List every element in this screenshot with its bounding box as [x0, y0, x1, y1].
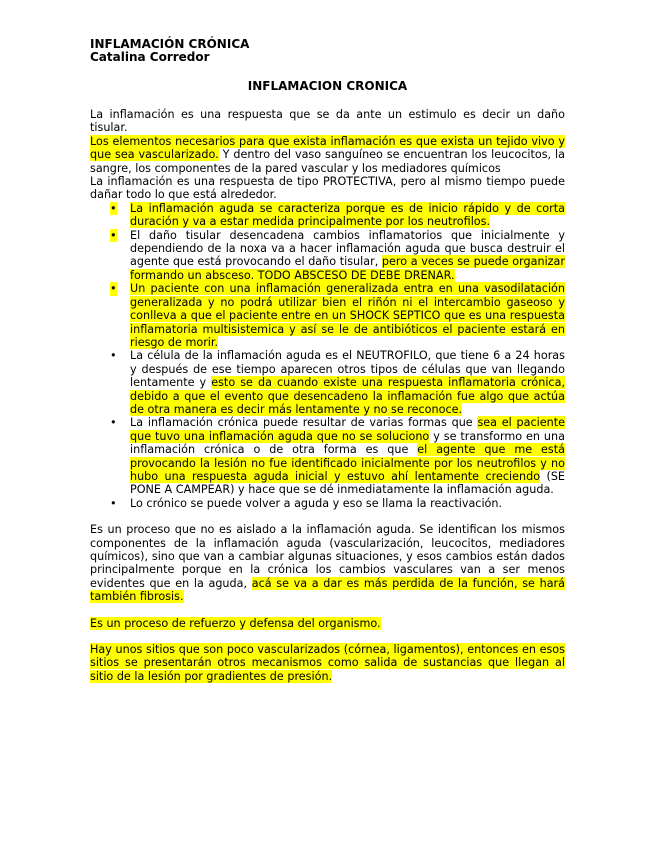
highlight-text: Un paciente con una inflamación generalizada entra en una vasodilatación generalizada y no podrá utilizar bien el riñón ni el intercambio gaseoso y conlleva a que el paciente entre en un SHOCK SEPTICO que es una respuesta inflamatoria multisistemica y así se le de antibióticos el paciente estará en riesgo de morir.: [130, 282, 565, 349]
list-item: [110, 201, 565, 229]
list-item: [110, 496, 565, 510]
highlight-text: Es un proceso de refuerzo y defensa del organismo.: [90, 616, 381, 630]
header-title: INFLAMACIÓN CRÓNICA: [90, 37, 250, 51]
list-item: [110, 349, 565, 416]
highlight-text: sea el paciente que tuvo una inflamación aguda que no se soluciono: [130, 416, 566, 443]
bullet-icon: •: [110, 201, 117, 215]
bullet-icon: •: [110, 228, 117, 242]
highlight-text: Los elementos necesarios para que exista inflamación es que exista un tejido vivo y que sea vascularizado.: [90, 134, 565, 162]
plain-text: La inflamación crónica puede resultar de varias formas que: [130, 416, 478, 430]
plain-text: Y dentro del vaso sanguíneo se encuentran los leucocitos, la sangre, los componentes de la pared vascular y los mediadores químicos: [90, 148, 565, 175]
list-item: [110, 416, 566, 497]
body-paragraph-1: [90, 523, 565, 603]
list-item: [110, 282, 565, 349]
highlight-text: pero a veces se puede organizar formando un absceso. TODO ABSCESO DE DEBE DRENAR.: [130, 255, 566, 282]
plain-text: La célula de la inflamación aguda es el NEUTROFILO, que tiene 6 a 24 horas y después de ese tiempo aparecen otros tipos de células que van llegando lentamente y: [130, 349, 565, 390]
bullet-icon: •: [110, 282, 117, 296]
highlight-text: acá se va a dar es más perdida de la función, se hará también fibrosis.: [90, 576, 566, 604]
bullet-icon: •: [110, 349, 117, 363]
bullet-icon: •: [110, 496, 117, 510]
plain-text: Lo crónico se puede volver a aguda y eso se llama la reactivación.: [130, 496, 503, 510]
body-paragraph-3: [90, 643, 565, 683]
plain-text: El daño tisular desencadena cambios inflamatorios que inicialmente y dependiendo de la noxa va a hacer inflamación aguda que busca destruir el agente que está provocando el daño tisular,: [130, 228, 565, 269]
highlight-text: el agente que me está provocando la lesión no fue identificado inicialmente por los neutrofilos y no hubo una respuesta aguda inicial y estuvo ahí lentamente creciendo: [130, 443, 565, 483]
intro-paragraph-2: [90, 135, 565, 175]
document-title: INFLAMACION CRONICA: [247, 79, 408, 93]
bullet-icon: •: [110, 416, 117, 430]
plain-text: y se transformo en una inflamación crónica o de otra forma es que: [130, 429, 565, 457]
header-author: Catalina Corredor: [90, 50, 210, 64]
intro-paragraph-3: La inflamación es una respuesta de tipo PROTECTIVA, pero al mismo tiempo puede dañar todo lo que está alrededor.: [90, 175, 565, 202]
list-item: [110, 228, 566, 283]
highlight-text: esto se da cuando existe una respuesta inflamatoria crónica, debido a que el evento que desencadeno la inflamación fue algo que actúa de otra manera es decir más lentamente y no se reconoce.: [130, 376, 565, 416]
body-paragraph-2: [90, 617, 565, 630]
highlight-text: Hay unos sitios que son poco vascularizados (córnea, ligamentos), entonces en esos sitios se presentarán otros mecanismos como salida de sustancias que llegan al sitio de la lesión por gradientes de presión.: [90, 643, 565, 683]
plain-text: (SE PONE A CAMPEAR) y hace que se dé inmediatamente la inflamación aguda.: [130, 469, 566, 497]
highlight-text: La inflamación aguda se caracteriza porque es de inicio rápido y de corta duración y va a estar medida principalmente por los neutrofilos.: [130, 201, 565, 229]
plain-text: Es un proceso que no es aislado a la inflamación aguda. Se identifican los mismos componentes de la inflamación aguda (vascularización, leucocitos, mediadores químicos), sino que van a cambiar algunas situaciones, y esos cambios están dados principalmente porque en la crónica los cambios vasculares van a ser menos evidentes que en la aguda,: [90, 523, 565, 590]
intro-paragraph-1: La inflamación es una respuesta que se da ante un estimulo es decir un daño tisular.: [90, 108, 565, 135]
bullet-list: [90, 202, 565, 510]
